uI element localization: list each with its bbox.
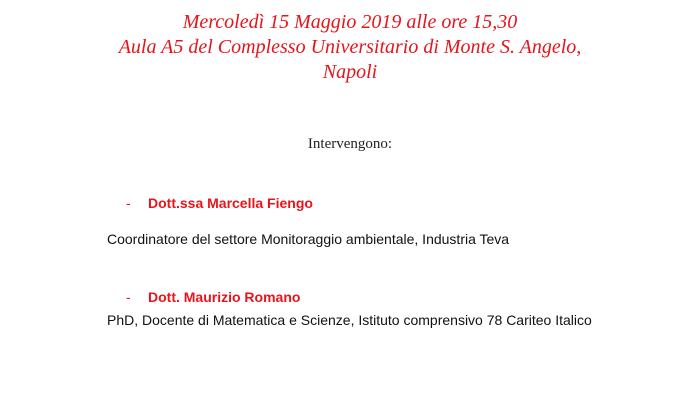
speakers-intro: Intervengono: xyxy=(307,136,393,152)
event-city: Napoli xyxy=(322,61,378,83)
bullet-dash: - xyxy=(126,195,131,211)
event-header xyxy=(0,10,700,85)
event-date: Mercoledì 15 Maggio 2019 alle ore 15,30 xyxy=(182,11,518,33)
bullet-dash: - xyxy=(126,289,131,305)
speaker-2-description: PhD, Docente di Matematica e Scienze, Istituto comprensivo 78 Cariteo Italico xyxy=(107,312,592,328)
speaker-1-description: Coordinatore del settore Monitoraggio ambientale, Industria Teva xyxy=(107,231,510,247)
speaker-1-name xyxy=(126,195,313,211)
event-venue: Aula A5 del Complesso Universitario di Monte S. Angelo, xyxy=(118,36,582,58)
speaker-2-name-text: Dott. Maurizio Romano xyxy=(148,289,301,305)
speaker-1-name-text: Dott.ssa Marcella Fiengo xyxy=(148,195,313,211)
speaker-2-name xyxy=(126,289,300,305)
